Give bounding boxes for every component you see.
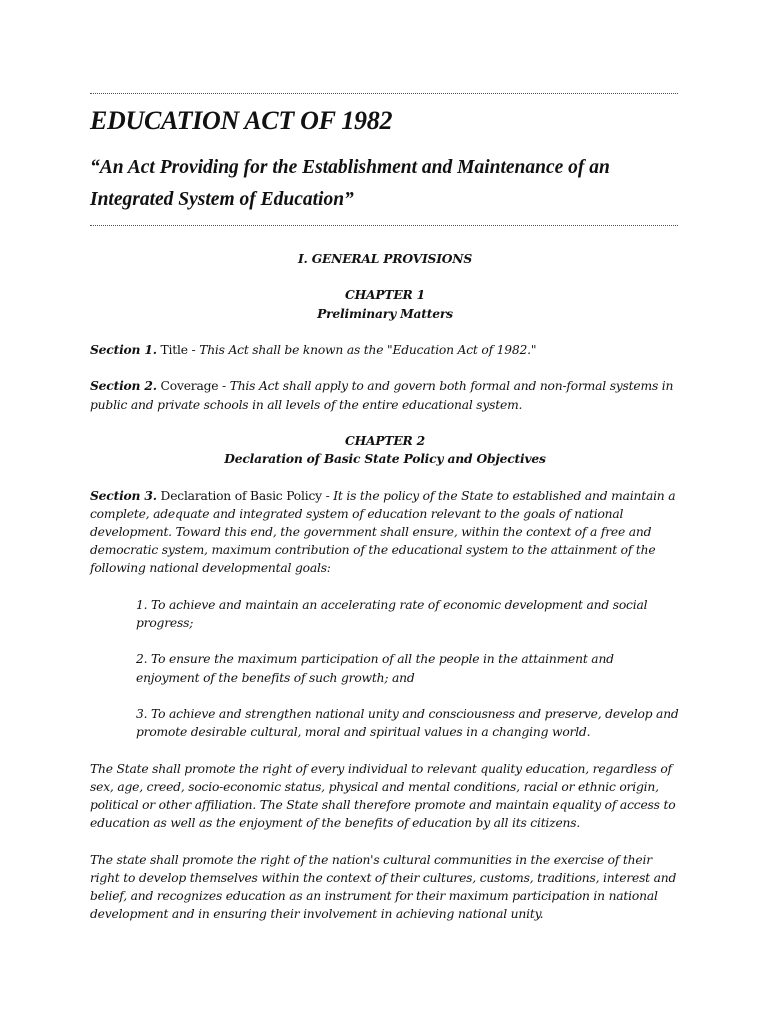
section-3-label: Section 3.	[90, 487, 157, 503]
chapter-2-label: CHAPTER 2	[345, 432, 425, 448]
section-1-label: Section 1.	[90, 341, 157, 357]
chapter-1-label: CHAPTER 1	[345, 287, 425, 303]
goal-item: 3. To achieve and strengthen national unity and consciousness and preserve, develop and promote desirable cultural, moral and spiritual values in a changing world.	[136, 706, 679, 740]
chapter-2-name: Declaration of Basic State Policy and Objectives	[224, 451, 546, 467]
section-2-text: - This Act shall apply to and govern both formal and non-formal systems in public and private schools in all levels of the entire educational system.	[90, 379, 674, 412]
subtitle-divider	[90, 225, 678, 226]
section-3	[90, 487, 680, 578]
policy-paragraph: The State shall promote the right of every individual to relevant quality education, regardless of sex, age, creed, socio-economic status, physical and mental conditions, racial or ethnic origin, political or other affiliation. The State shall therefore promote and maintain equality of access to education as well as the enjoyment of the benefits of education by all its citizens.	[90, 761, 676, 831]
goal-item: 2. To ensure the maximum participation of all the people in the attainment and enjoyment of the benefits of such growth; and	[136, 652, 614, 685]
document-body	[90, 250, 680, 923]
document-title: EDUCATION ACT OF 1982	[90, 106, 393, 135]
section-1-heading: Title	[160, 342, 188, 357]
goal-item: 1. To achieve and maintain an accelerating rate of economic development and social progress;	[136, 597, 648, 630]
document-subtitle: “An Act Providing for the Establishment and Maintenance of an Integrated System of Education”	[90, 157, 610, 210]
chapter-1-name: Preliminary Matters	[317, 305, 453, 321]
policy-paragraph: The state shall promote the right of the nation's cultural communities in the exercise of their right to develop themselves within the context of their cultures, customs, traditions, interest and belief, and recognizes education as an instrument for their maximum participation in national development and in ensuring their involvement in achieving national unity.	[90, 852, 677, 922]
section-2-label: Section 2.	[90, 378, 157, 394]
section-2	[90, 377, 680, 413]
top-divider	[90, 93, 678, 94]
section-1-text: - This Act shall be known as the "Education Act of 1982."	[187, 342, 537, 357]
section-3-heading: Declaration of Basic Policy	[160, 488, 322, 503]
section-3-text: - It is the policy of the State to established and maintain a complete, adequate and integrated system of education relevant to the goals of national development. Toward this end, the government shall ensure, within the context of a free and democratic system, maximum contribution of the educational system to the attainment of the following national developmental goals:	[90, 488, 676, 576]
part-heading: I. GENERAL PROVISIONS	[297, 251, 472, 266]
section-1	[90, 341, 680, 359]
section-2-heading: Coverage	[160, 379, 219, 394]
